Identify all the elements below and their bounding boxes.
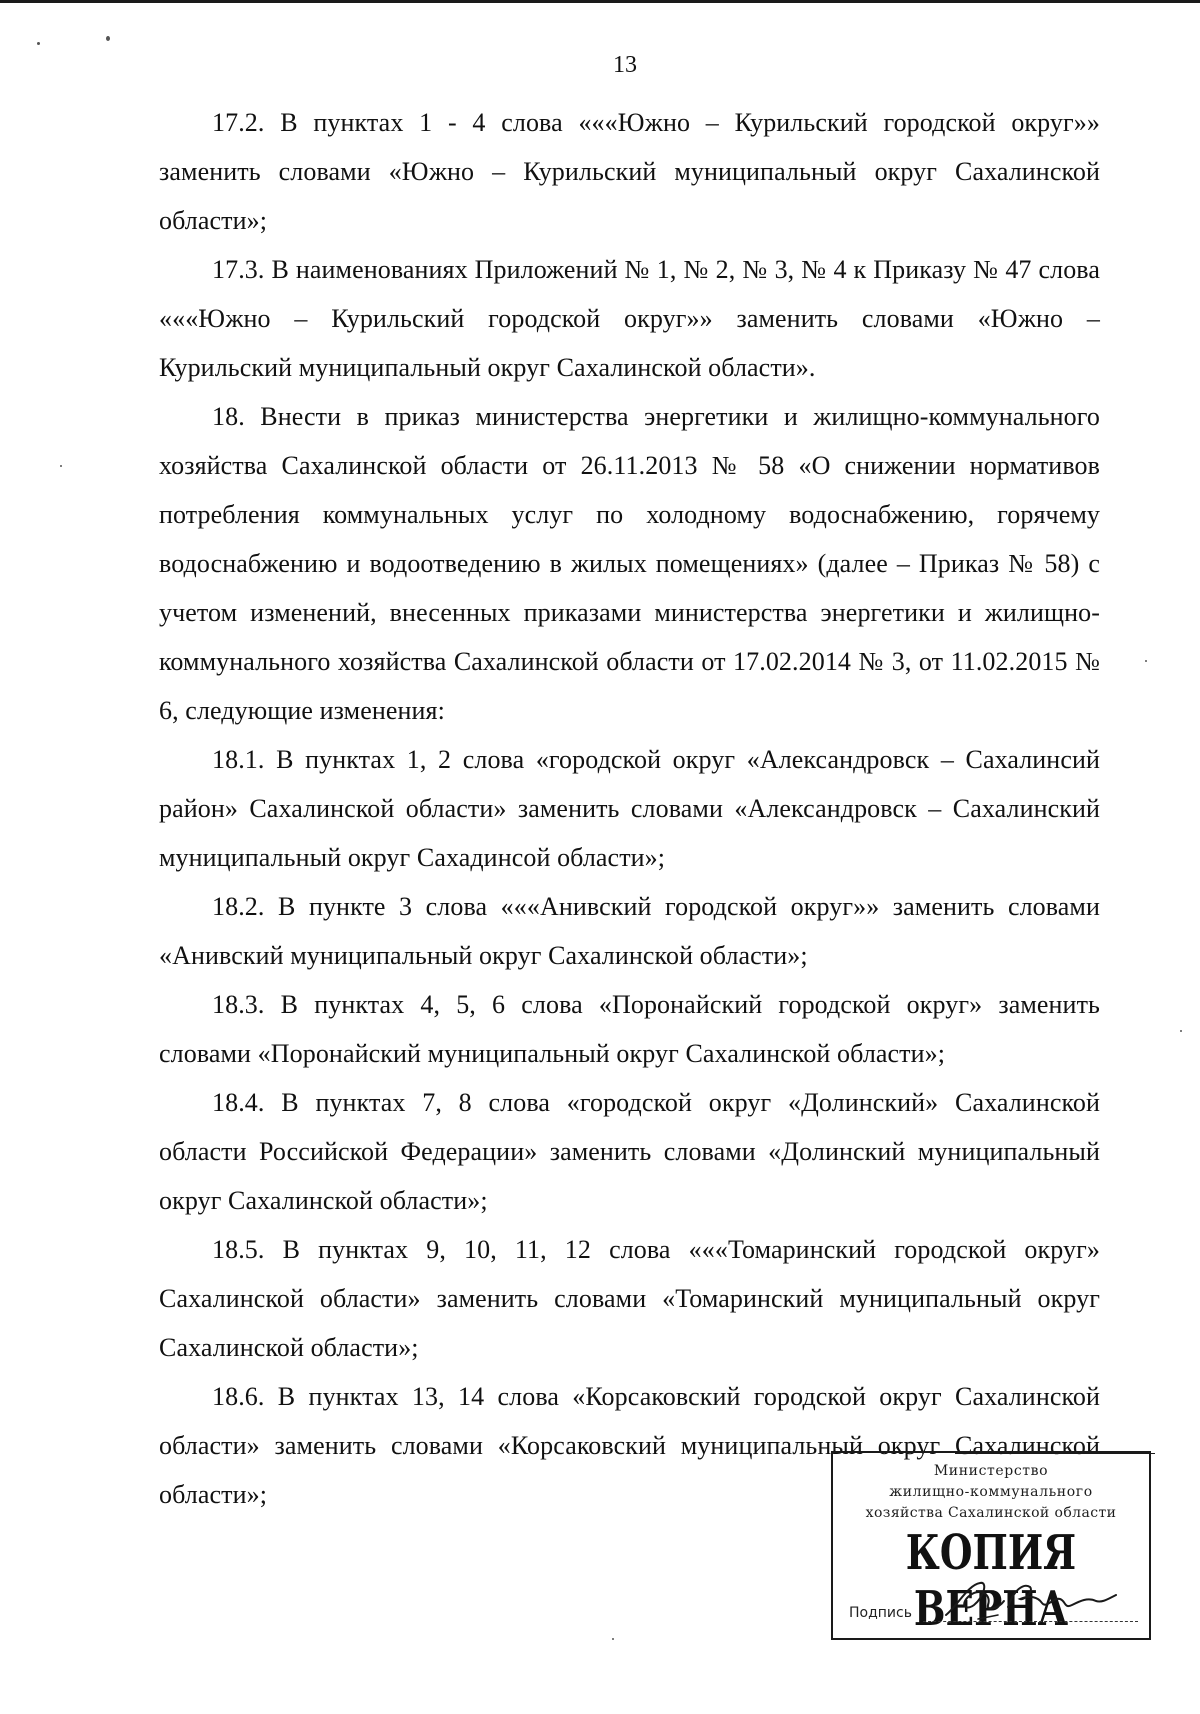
scan-speck [612,1638,614,1640]
stamp-ministry-line: Министерство [933,1463,1049,1479]
stamp-overlap-line [955,1453,1155,1454]
paragraph-18-4: 18.4. В пунктах 7, 8 слова «городской округ «Долинский» Сахалинской области Российской Федерации» заменить словами «Долинский муниципальный округ Сахалинской области»; [159,1088,1100,1215]
handwritten-signature [938,1575,1128,1625]
paragraph-18-3: 18.3. В пунктах 4, 5, 6 слова «Поронайский городской округ» заменить словами «Поронайский муниципальный округ Сахалинской области»; [159,990,1100,1068]
paragraph-18-5: 18.5. В пунктах 9, 10, 11, 12 слова «««Томаринский городской округ» Сахалинской области» заменить словами «Томаринский муниципальный округ Сахалинской области»; [159,1235,1100,1362]
copy-certification-stamp [831,1451,1151,1640]
stamp-title: КОПИЯ ВЕРНА [905,1525,1077,1637]
scan-speck [106,36,110,41]
page-number: 13 [613,52,637,78]
stamp-department-line: жилищно-коммунального [889,1484,1093,1500]
paragraph-18-1: 18.1. В пунктах 1, 2 слова «городской округ «Александровск – Сахалинсий район» Сахалинской области» заменить словами «Александровск – Сахалинский муниципальный округ Сахадинсой области»; [159,745,1100,872]
scan-speck [1145,660,1147,662]
stamp-signature-label: Подпись [849,1605,912,1621]
paragraph-17-3: 17.3. В наименованиях Приложений № 1, № 2, № 3, № 4 к Приказу № 47 слова «««Южно – Курильский городской округ»» заменить словами «Южно – Курильский муниципальный округ Сахалинской области». [159,255,1100,382]
paragraph-18-2: 18.2. В пункте 3 слова «««Анивский городской округ»» заменить словами «Анивский муниципальный округ Сахалинской области»; [159,892,1100,970]
paragraph-18-6: 18.6. В пунктах 13, 14 слова «Корсаковский городской округ Сахалинской области» заменить словами «Корсаковский муниципальный округ Сахалинской области»; [159,1382,1100,1509]
scan-speck [37,42,40,45]
document-body [159,98,1100,1519]
scan-speck [60,465,62,467]
scan-speck [1180,1030,1182,1032]
paragraph-18: 18. Внести в приказ министерства энергетики и жилищно-коммунального хозяйства Сахалинской области от 26.11.2013 № 58 «О снижении нормативов потребления коммунальных услуг по холодному водоснабжению, горячему водоснабжению и водоотведению в жилых помещениях» (далее – Приказ № 58) с учетом изменений, внесенных приказами министерства энергетики и жилищно-коммунального хозяйства Сахалинской области от 17.02.2014 № 3, от 11.02.2015 № 6, следующие изменения: [159,402,1100,725]
paragraph-17-2: 17.2. В пунктах 1 - 4 слова «««Южно – Курильский городской округ»» заменить словами «Южно – Курильский муниципальный округ Сахалинской области»; [159,108,1100,235]
stamp-region-line: хозяйства Сахалинской области [865,1505,1117,1521]
scan-top-edge [0,0,1200,3]
